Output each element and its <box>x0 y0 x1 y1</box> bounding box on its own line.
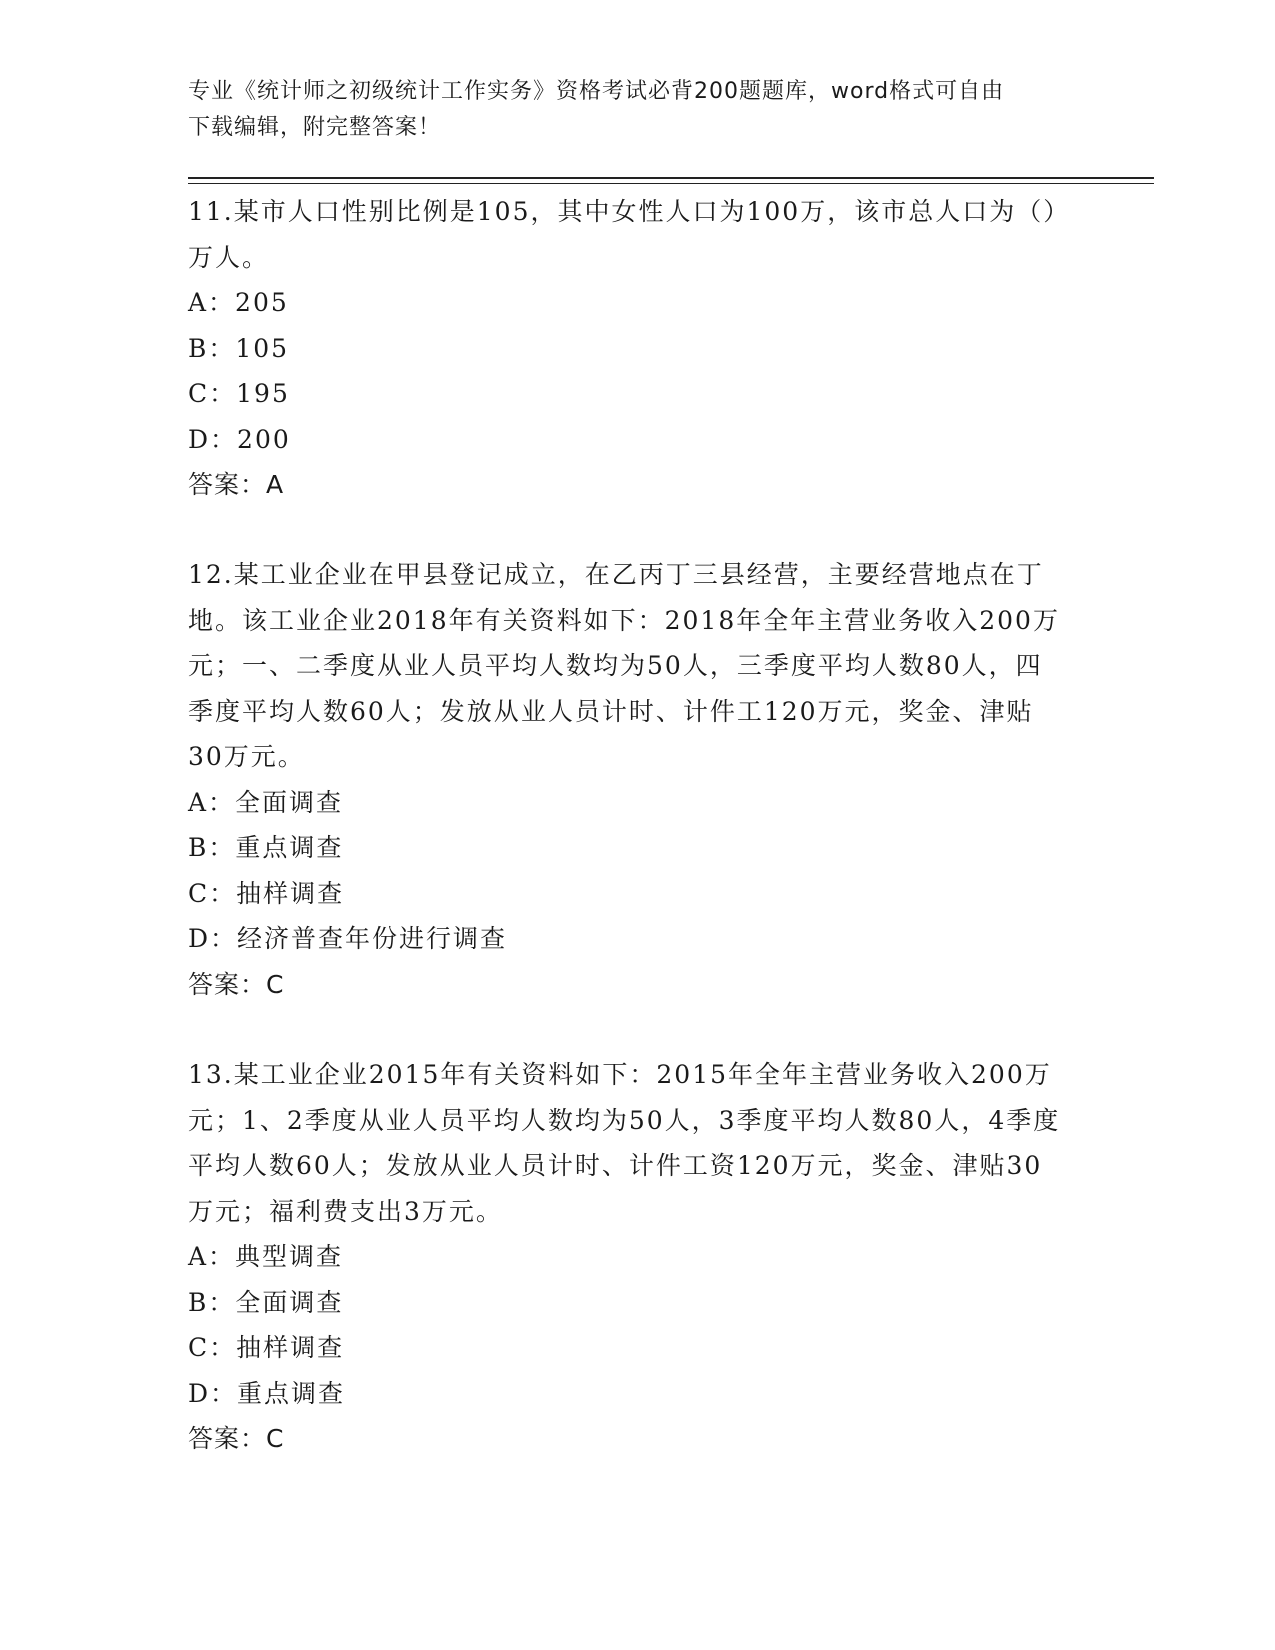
option-a: A：典型调查 <box>188 1242 344 1271</box>
option-d: D：经济普查年份进行调查 <box>188 924 508 953</box>
option-b: B：105 <box>188 333 290 363</box>
option-d: D：200 <box>188 424 291 454</box>
question-stem: 12.某工业企业在甲县登记成立，在乙丙丁三县经营，主要经营地点在丁地。该工业企业2018年有关资料如下：2018年全年主营业务收入200万元；一、二季度从业人员平均人数均为50人，三季度平均人数80人，四季度平均人数60人；发放从业人员计时、计件工120万元，奖金、津贴30万元。 <box>188 560 1060 771</box>
header-rule-thin <box>188 183 1154 184</box>
document-header <box>188 74 1088 146</box>
header-line-2: 下载编辑，附完整答案！ <box>188 115 442 140</box>
question-13 <box>188 1052 1088 1462</box>
option-a: A：205 <box>188 288 289 317</box>
question-12 <box>188 552 1088 1007</box>
question-stem: 11.某市人口性别比例是105，其中女性人口为100万，该市总人口为（）万人。 <box>188 197 1058 272</box>
question-11 <box>188 189 1088 508</box>
option-c: C：抽样调查 <box>188 878 345 908</box>
option-c: C：195 <box>188 379 290 408</box>
option-b: B：重点调查 <box>188 833 344 862</box>
option-a: A：全面调查 <box>188 787 344 817</box>
option-d: D：重点调查 <box>188 1378 346 1408</box>
header-line-1: 专业《统计师之初级统计工作实务》资格考试必背200题题库，word格式可自由 <box>188 79 1005 104</box>
answer: 答案：C <box>188 1424 285 1453</box>
option-b: B：全面调查 <box>188 1287 344 1317</box>
answer: 答案：C <box>188 969 285 999</box>
option-c: C：抽样调查 <box>188 1333 345 1362</box>
answer: 答案：A <box>188 470 285 499</box>
header-rule-thick <box>188 177 1154 179</box>
question-stem: 13.某工业企业2015年有关资料如下：2015年全年主营业务收入200万元；1、2季度从业人员平均人数均为50人，3季度平均人数80人，4季度平均人数60人；发放从业人员计时、计件工资120万元，奖金、津贴30万元；福利费支出3万元。 <box>188 1060 1061 1226</box>
